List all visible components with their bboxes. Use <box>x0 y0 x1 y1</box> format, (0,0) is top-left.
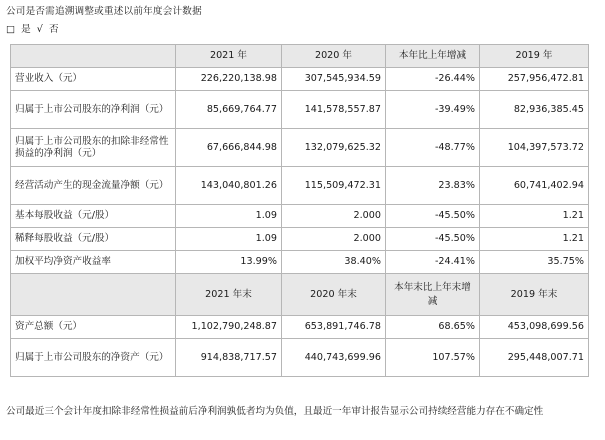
data-cell: 68.65% <box>386 316 480 339</box>
data-cell: 60,741,402.94 <box>480 167 589 205</box>
row-label: 经营活动产生的现金流量净额（元） <box>11 167 176 205</box>
data-cell: 1.21 <box>480 228 589 251</box>
header-cell: 2020 年 <box>282 45 386 68</box>
data-cell: 2.000 <box>282 228 386 251</box>
row-label: 归属于上市公司股东的净利润（元） <box>11 91 176 129</box>
data-cell: 2.000 <box>282 205 386 228</box>
data-cell: 23.83% <box>386 167 480 205</box>
table-row <box>11 251 589 274</box>
data-cell: 1.09 <box>176 228 282 251</box>
data-cell: 1.09 <box>176 205 282 228</box>
continuity-note: 公司最近三个会计年度扣除非经常性损益前后净利润孰低者均为负值，且最近一年审计报告显示公司持续经营能力存在不确定性 <box>6 406 544 417</box>
table-row <box>11 167 589 205</box>
table-row <box>11 129 589 167</box>
check-mark-icon: √ <box>36 24 43 35</box>
header-cell: 本年末比上年末增减 <box>386 274 480 316</box>
data-cell: 307,545,934.59 <box>282 68 386 91</box>
data-cell: 67,666,844.98 <box>176 129 282 167</box>
data-cell: 38.40% <box>282 251 386 274</box>
data-cell: 1.21 <box>480 205 589 228</box>
data-cell: 85,669,764.77 <box>176 91 282 129</box>
table-row <box>11 316 589 339</box>
data-cell: -48.77% <box>386 129 480 167</box>
data-cell: 13.99% <box>176 251 282 274</box>
table-header-row <box>11 274 589 316</box>
row-label: 归属于上市公司股东的净资产（元） <box>11 339 176 377</box>
adjustment-checkbox-group <box>6 24 62 36</box>
data-cell: 295,448,007.71 <box>480 339 589 377</box>
data-cell: 104,397,573.72 <box>480 129 589 167</box>
header-cell: 2021 年末 <box>176 274 282 316</box>
table-row <box>11 228 589 251</box>
data-cell: 35.75% <box>480 251 589 274</box>
data-cell: -45.50% <box>386 228 480 251</box>
data-cell: -39.49% <box>386 91 480 129</box>
data-cell: 440,743,699.96 <box>282 339 386 377</box>
data-cell: 914,838,717.57 <box>176 339 282 377</box>
data-cell: 107.57% <box>386 339 480 377</box>
data-cell: 453,098,699.56 <box>480 316 589 339</box>
data-cell: 82,936,385.45 <box>480 91 589 129</box>
row-label: 稀释每股收益（元/股） <box>11 228 176 251</box>
data-cell: 653,891,746.78 <box>282 316 386 339</box>
row-label: 基本每股收益（元/股） <box>11 205 176 228</box>
data-cell: 115,509,472.31 <box>282 167 386 205</box>
table-row <box>11 339 589 377</box>
data-cell: 141,578,557.87 <box>282 91 386 129</box>
header-cell <box>11 45 176 68</box>
table-header-row <box>11 45 589 68</box>
header-cell <box>11 274 176 316</box>
header-cell: 2020 年末 <box>282 274 386 316</box>
data-cell: 132,079,625.32 <box>282 129 386 167</box>
row-label: 归属于上市公司股东的扣除非经常性损益的净利润（元） <box>11 129 176 167</box>
checkbox-box-icon[interactable]: □ <box>6 24 16 35</box>
data-cell: -24.41% <box>386 251 480 274</box>
table-row <box>11 68 589 91</box>
data-cell: -45.50% <box>386 205 480 228</box>
row-label: 加权平均净资产收益率 <box>11 251 176 274</box>
option-yes-label: 是 <box>21 24 31 35</box>
row-label: 营业收入（元） <box>11 68 176 91</box>
option-no-label: 否 <box>48 24 59 35</box>
data-cell: 257,956,472.81 <box>480 68 589 91</box>
header-cell: 本年比上年增减 <box>386 45 480 68</box>
data-cell: 226,220,138.98 <box>176 68 282 91</box>
data-cell: 1,102,790,248.87 <box>176 316 282 339</box>
header-cell: 2019 年末 <box>480 274 589 316</box>
data-cell: -26.44% <box>386 68 480 91</box>
header-cell: 2021 年 <box>176 45 282 68</box>
financial-data-table <box>10 44 589 377</box>
header-cell: 2019 年 <box>480 45 589 68</box>
table-row <box>11 205 589 228</box>
table-row <box>11 91 589 129</box>
data-cell: 143,040,801.26 <box>176 167 282 205</box>
row-label: 资产总额（元） <box>11 316 176 339</box>
section-intro: 公司是否需追溯调整或重述以前年度会计数据 <box>6 6 202 17</box>
